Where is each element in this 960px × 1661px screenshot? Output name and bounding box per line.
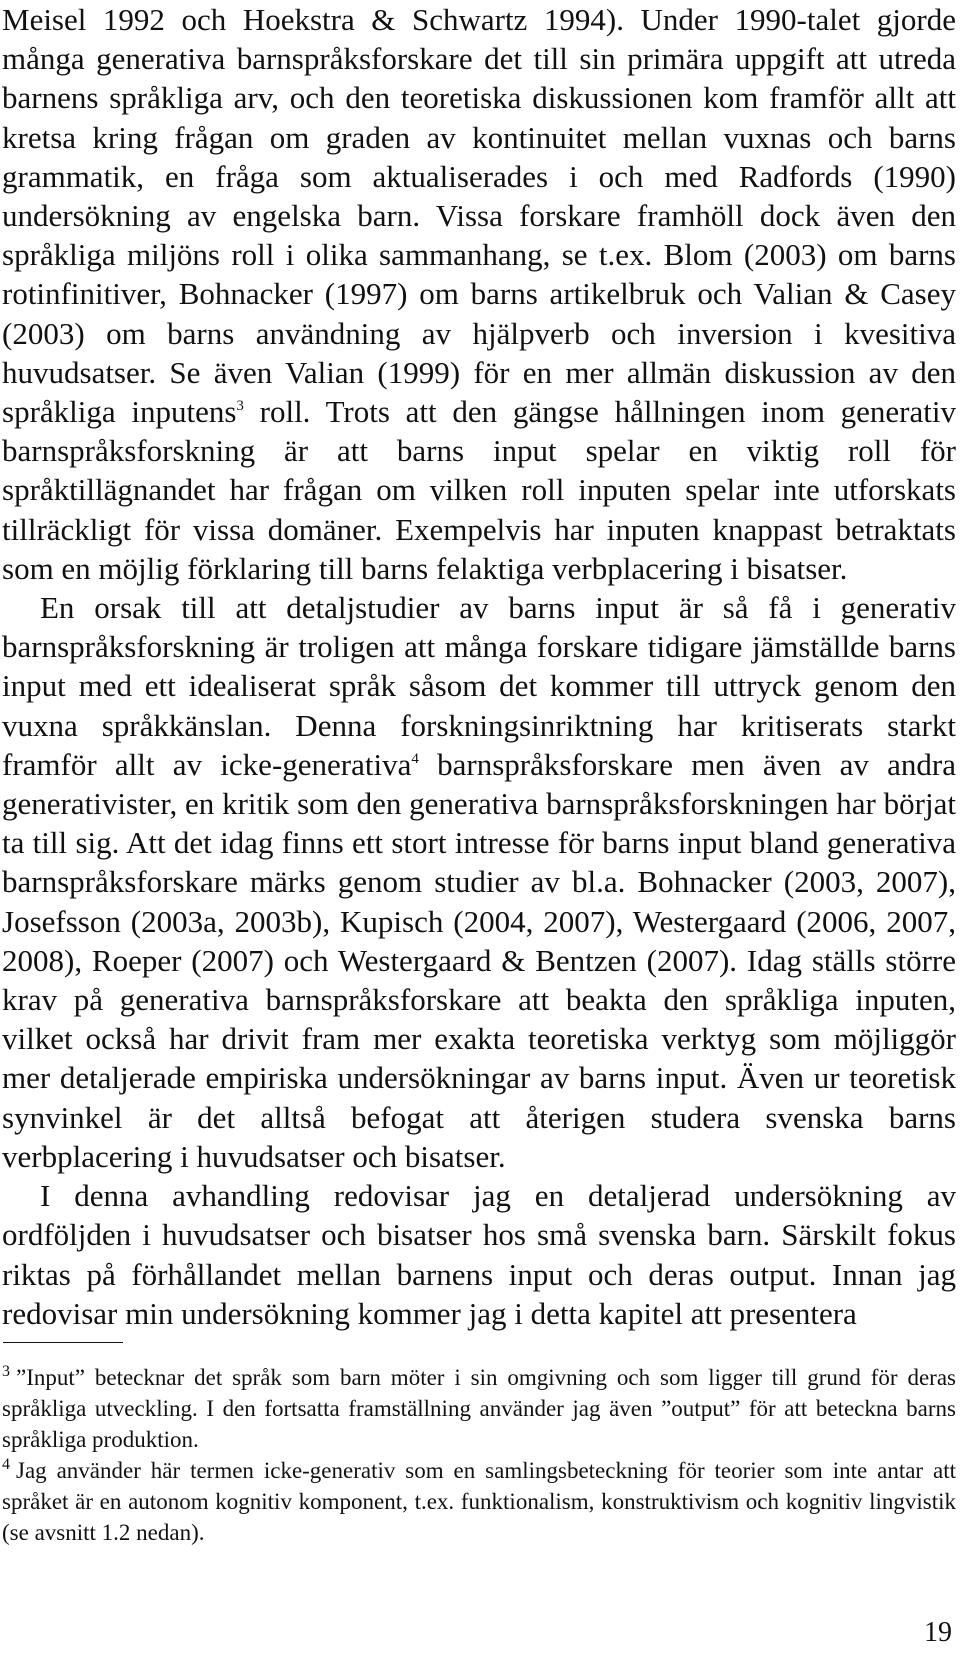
paragraph-3-text: I denna avhandling redovisar jag en detaljerad undersökning av ordföljden i huvudsatser och bisatser hos små svenska barn. Särskilt fokus riktas på förhållandet mellan barnens input och deras output. Innan jag redovisar min undersökning kommer jag i detta kapitel att presentera [2, 1178, 956, 1331]
paragraph-3 [2, 1176, 956, 1333]
paragraph-1 [2, 0, 956, 588]
paragraph-2-text-a: En orsak till att detaljstudier av barns input är så få i generativ barnspråksforskning är troligen att många forskare tidigare jämställde barns input med ett idealiserat språk såsom det kommer till uttryck genom den vuxna språkkänslan. Denna forskningsinriktning har kritiserats starkt framför allt av icke-generativa [2, 590, 956, 782]
footnotes [2, 1362, 956, 1548]
paragraph-2-text-b: barnspråksforskare men även av andra generativister, en kritik som den generativa barnspråksforskningen har börjat ta till sig. Att det idag finns ett stort intresse för barns input bland generativa barnspråksforskare märks genom studier av bl.a. Bohnacker (2003, 2007), Josefsson (2003a, 2003b), Kupisch (2004, 2007), Westergaard (2006, 2007, 2008), Roeper (2007) och Westergaard & Bentzen (2007). Idag ställs större krav på generativa barnspråksforskare att beakta den språkliga inputen, vilket också har drivit fram mer exakta teoretiska verktyg som möjliggör mer detaljerade empiriska undersökningar av barns input. Även ur teoretisk synvinkel är det alltså befogat att återigen studera svenska barns verbplacering i huvudsatser och bisatser. [2, 746, 957, 1174]
paragraph-1-text-a: Meisel 1992 och Hoekstra & Schwartz 1994). Under 1990-talet gjorde många generativa barnspråksforskare det till sin primära uppgift att utreda barnens språkliga arv, och den teoretiska diskussionen kom framför allt att kretsa kring frågan om graden av kontinuitet mellan vuxnas och barns grammatik, en fråga som aktualiserades i och med Radfords (1990) undersökning av engelska barn. Vissa forskare framhöll dock även den språkliga miljöns roll i olika sammanhang, se t.ex. Blom (2003) om barns rotinfinitiver, Bohnacker (1997) om barns artikelbruk och Valian & Casey (2003) om barns användning av hjälpverb och inversion i kvesitiva huvudsatser. Se även Valian (1999) för en mer allmän diskussion av den språkliga inputens [2, 2, 956, 430]
footnote-3-text: ”Input” betecknar det språk som barn möter i sin omgivning och som ligger till grund för deras språkliga utveckling. I den fortsatta framställning använder jag även ”output” för att beteckna barns språkliga produktion. [2, 1365, 956, 1452]
footnote-3 [2, 1362, 956, 1455]
page-number: 19 [924, 1617, 952, 1648]
footnote-ref-3: 3 [236, 398, 244, 415]
footnote-4 [2, 1455, 956, 1548]
footnote-4-mark: 4 [2, 1456, 10, 1473]
footnote-separator [3, 1342, 123, 1343]
paragraph-2 [2, 588, 956, 1176]
footnote-4-text: Jag använder här termen icke-generativ som en samlingsbeteckning för teorier som inte antar att språket är en autonom kognitiv komponent, t.ex. funktionalism, konstruktivism och kognitiv lingvistik (se avsnitt 1.2 nedan). [2, 1458, 956, 1545]
paragraph-1-text-b: roll. Trots att den gängse hållningen inom generativ barnspråksforskning är att barns input spelar en viktig roll för språktillägnandet har frågan om vilken roll inputen spelar inte utforskats tillräckligt för vissa domäner. Exempelvis har inputen knappast betraktats som en möjlig förklaring till barns felaktiga verbplacering i bisatser. [2, 394, 956, 586]
footnote-ref-4: 4 [411, 750, 419, 767]
body-text [2, 0, 956, 1333]
footnote-3-mark: 3 [2, 1363, 10, 1380]
